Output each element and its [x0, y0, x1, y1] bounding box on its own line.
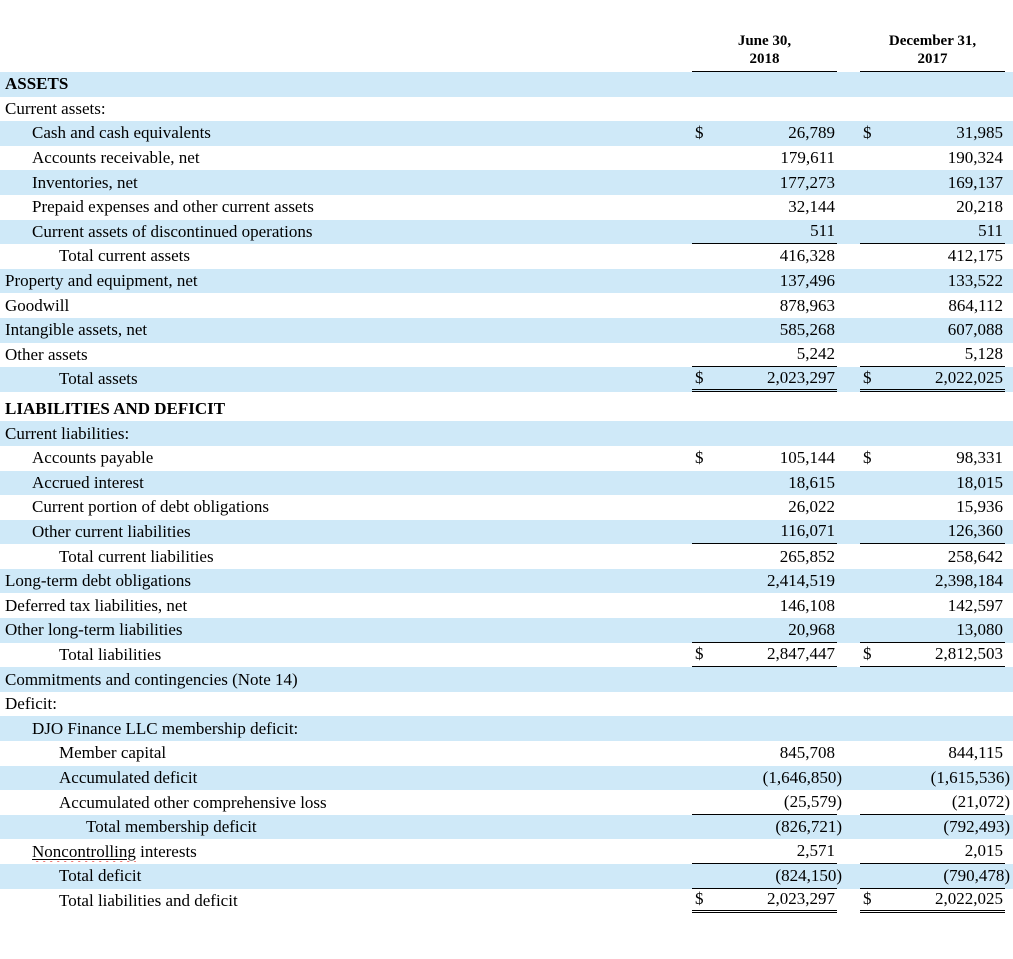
- table-row: [0, 815, 1013, 840]
- table-row: [0, 618, 1013, 643]
- value-cell-2017: [860, 269, 1005, 294]
- value-cell-2018: [692, 293, 837, 318]
- cell-value: (824,150): [775, 865, 842, 885]
- table-column-headers: [0, 32, 1013, 72]
- cell-value: 116,071: [780, 521, 835, 541]
- table-row: [0, 170, 1013, 195]
- value-cell-2018: [692, 343, 837, 368]
- cell-value: 2,398,184: [935, 571, 1003, 591]
- cell-value: 20,968: [788, 619, 835, 639]
- table-row: [0, 446, 1013, 471]
- value-cell-2018: [692, 421, 837, 446]
- row-label: Accounts payable: [32, 448, 154, 468]
- table-row: [0, 367, 1013, 392]
- row-label: Prepaid expenses and other current assets: [32, 197, 314, 217]
- value-cell-2018: [692, 121, 837, 146]
- table-row: [0, 471, 1013, 496]
- value-cell-2018: [692, 195, 837, 220]
- row-label: Inventories, net: [32, 172, 138, 192]
- table-row: [0, 293, 1013, 318]
- column-header-2018: [692, 32, 837, 72]
- table-row: [0, 889, 1013, 914]
- row-label: DJO Finance LLC membership deficit:: [32, 718, 299, 738]
- value-cell-2018: [692, 618, 837, 643]
- cell-value: 15,936: [956, 497, 1003, 517]
- cell-value: 412,175: [947, 246, 1003, 266]
- value-cell-2017: [860, 121, 1005, 146]
- cell-value: 2,023,297: [767, 889, 835, 909]
- value-cell-2017: [860, 864, 1010, 889]
- row-label: Accounts receivable, net: [32, 148, 200, 168]
- value-cell-2018: [692, 495, 837, 520]
- cell-value: (792,493): [943, 817, 1010, 837]
- row-label: Current assets of discontinued operations: [32, 221, 313, 241]
- table-row: [0, 520, 1013, 545]
- column-header-2018-line1: June 30,: [737, 33, 792, 49]
- cell-value: 26,022: [788, 497, 835, 517]
- cell-value: 146,108: [779, 595, 835, 615]
- table-row: [0, 343, 1013, 368]
- value-cell-2018: [692, 839, 837, 864]
- value-cell-2018: [692, 446, 837, 471]
- row-label: Other assets: [5, 344, 88, 364]
- value-cell-2017: [860, 170, 1005, 195]
- table-row: [0, 121, 1013, 146]
- table-row: [0, 692, 1013, 717]
- cell-value: 169,137: [947, 172, 1003, 192]
- value-cell-2017: [860, 318, 1005, 343]
- row-label: Current portion of debt obligations: [32, 497, 270, 517]
- dollar-sign: $: [863, 367, 872, 387]
- misspelled-word: Noncontrolling: [32, 841, 136, 861]
- cell-value: 2,414,519: [767, 571, 835, 591]
- value-cell-2018: [692, 766, 842, 791]
- row-label: Current liabilities:: [5, 423, 130, 443]
- cell-value: 2,812,503: [935, 644, 1003, 664]
- row-label: Cash and cash equivalents: [32, 123, 211, 143]
- cell-value: 844,115: [948, 743, 1003, 763]
- cell-value: 18,615: [788, 472, 835, 492]
- row-label: Accrued interest: [32, 472, 144, 492]
- value-cell-2018: [692, 544, 837, 569]
- table-row: [0, 790, 1013, 815]
- table-row: [0, 864, 1013, 889]
- value-cell-2018: [692, 318, 837, 343]
- value-cell-2017: [860, 520, 1005, 545]
- table-row: [0, 593, 1013, 618]
- cell-value: 511: [810, 221, 835, 241]
- value-cell-2017: [860, 471, 1005, 496]
- dollar-sign: $: [695, 448, 704, 468]
- cell-value: 18,015: [956, 472, 1003, 492]
- table-row: [0, 146, 1013, 171]
- value-cell-2017: [860, 367, 1005, 392]
- value-cell-2017: [860, 244, 1005, 269]
- cell-value: 126,360: [947, 521, 1003, 541]
- value-cell-2017: [860, 839, 1005, 864]
- value-cell-2018: [692, 367, 837, 392]
- cell-value: 26,789: [788, 123, 835, 143]
- value-cell-2017: [860, 618, 1005, 643]
- table-row: [0, 839, 1013, 864]
- value-cell-2017: [860, 495, 1005, 520]
- row-label: Goodwill: [5, 295, 70, 315]
- row-label: Deferred tax liabilities, net: [5, 595, 188, 615]
- value-cell-2017: [860, 716, 1005, 741]
- row-label: Total current liabilities: [59, 546, 214, 566]
- value-cell-2018: [692, 72, 837, 97]
- balance-sheet-table: [0, 72, 1013, 913]
- cell-value: 585,268: [779, 320, 835, 340]
- table-row: [0, 495, 1013, 520]
- row-label: Current assets:: [5, 98, 106, 118]
- value-cell-2017: [860, 692, 1005, 717]
- spellcheck-underline: [32, 842, 136, 861]
- cell-value: 878,963: [779, 295, 835, 315]
- column-header-2017-line2: 2017: [917, 51, 948, 67]
- cell-value: 20,218: [956, 197, 1003, 217]
- value-cell-2018: [692, 864, 842, 889]
- value-cell-2018: [692, 889, 837, 914]
- value-cell-2018: [692, 790, 842, 815]
- table-row: [0, 269, 1013, 294]
- cell-value: 105,144: [779, 448, 835, 468]
- value-cell-2017: [860, 97, 1005, 122]
- cell-value: (1,615,536): [930, 767, 1010, 787]
- dollar-sign: $: [695, 123, 704, 143]
- table-row: [0, 97, 1013, 122]
- value-cell-2018: [692, 667, 837, 692]
- table-row: [0, 716, 1013, 741]
- table-row: [0, 244, 1013, 269]
- table-row: [0, 741, 1013, 766]
- value-cell-2018: [692, 593, 837, 618]
- value-cell-2017: [860, 544, 1005, 569]
- value-cell-2018: [692, 146, 837, 171]
- value-cell-2017: [860, 815, 1010, 840]
- value-cell-2017: [860, 667, 1005, 692]
- value-cell-2018: [692, 397, 837, 422]
- cell-value: 845,708: [779, 743, 835, 763]
- dollar-sign: $: [695, 367, 704, 387]
- cell-value: 864,112: [948, 295, 1003, 315]
- cell-value: (1,646,850): [762, 767, 842, 787]
- row-label: Other current liabilities: [32, 521, 191, 541]
- row-label: Total liabilities and deficit: [59, 890, 238, 910]
- column-header-2017-line1: December 31,: [888, 33, 977, 49]
- cell-value: (790,478): [943, 865, 1010, 885]
- value-cell-2018: [692, 471, 837, 496]
- row-label: Deficit:: [5, 694, 57, 714]
- value-cell-2018: [692, 692, 837, 717]
- cell-value: 416,328: [779, 246, 835, 266]
- row-label: Total assets: [59, 369, 138, 389]
- value-cell-2017: [860, 146, 1005, 171]
- row-label: Commitments and contingencies (Note 14): [5, 669, 298, 689]
- balance-sheet: [0, 32, 1013, 913]
- value-cell-2017: [860, 790, 1010, 815]
- dollar-sign: $: [863, 644, 872, 664]
- value-cell-2017: [860, 421, 1005, 446]
- row-label: Accumulated other comprehensive loss: [59, 792, 327, 812]
- cell-value: 5,242: [796, 344, 835, 364]
- row-label: LIABILITIES AND DEFICIT: [5, 399, 226, 419]
- row-label: ASSETS: [5, 74, 69, 94]
- cell-value: 258,642: [947, 546, 1003, 566]
- row-label: Accumulated deficit: [59, 767, 198, 787]
- value-cell-2017: [860, 72, 1005, 97]
- row-label: Other long-term liabilities: [5, 620, 183, 640]
- table-row: [0, 72, 1013, 97]
- value-cell-2018: [692, 269, 837, 294]
- dollar-sign: $: [695, 644, 704, 664]
- row-label: Noncontrolling interests: [32, 841, 197, 861]
- dollar-sign: $: [695, 889, 704, 909]
- value-cell-2017: [860, 889, 1005, 914]
- value-cell-2018: [692, 569, 837, 594]
- table-row: [0, 318, 1013, 343]
- value-cell-2018: [692, 716, 837, 741]
- value-cell-2017: [860, 397, 1005, 422]
- cell-value: 2,015: [964, 841, 1003, 861]
- dollar-sign: $: [863, 889, 872, 909]
- cell-value: 133,522: [947, 271, 1003, 291]
- cell-value: 2,023,297: [767, 367, 835, 387]
- value-cell-2018: [692, 815, 842, 840]
- cell-value: (21,072): [951, 792, 1010, 812]
- value-cell-2017: [860, 343, 1005, 368]
- dollar-sign: $: [863, 123, 872, 143]
- table-row: [0, 544, 1013, 569]
- dollar-sign: $: [863, 448, 872, 468]
- table-row: [0, 766, 1013, 791]
- value-cell-2017: [860, 643, 1005, 668]
- cell-value: 179,611: [780, 148, 835, 168]
- row-label: Total liabilities: [59, 644, 162, 664]
- cell-value: 2,022,025: [935, 889, 1003, 909]
- cell-value: 13,080: [956, 619, 1003, 639]
- row-label: Intangible assets, net: [5, 320, 148, 340]
- column-header-2017: [860, 32, 1005, 72]
- table-row: [0, 397, 1013, 422]
- row-label: Total membership deficit: [86, 817, 257, 837]
- cell-value: 607,088: [947, 320, 1003, 340]
- row-label: Property and equipment, net: [5, 271, 198, 291]
- cell-value: 2,571: [796, 841, 835, 861]
- value-cell-2018: [692, 520, 837, 545]
- cell-value: 511: [978, 221, 1003, 241]
- row-label: Total current assets: [59, 246, 190, 266]
- cell-value: (826,721): [775, 817, 842, 837]
- table-row: [0, 421, 1013, 446]
- value-cell-2017: [860, 293, 1005, 318]
- cell-value: 32,144: [788, 197, 835, 217]
- row-label: Member capital: [59, 743, 167, 763]
- cell-value: 190,324: [947, 148, 1003, 168]
- value-cell-2017: [860, 220, 1005, 245]
- column-header-2018-line2: 2018: [749, 51, 780, 67]
- cell-value: 2,022,025: [935, 367, 1003, 387]
- value-cell-2018: [692, 97, 837, 122]
- cell-value: 265,852: [779, 546, 835, 566]
- value-cell-2018: [692, 244, 837, 269]
- cell-value: 177,273: [779, 172, 835, 192]
- value-cell-2017: [860, 195, 1005, 220]
- cell-value: 137,496: [779, 271, 835, 291]
- value-cell-2017: [860, 593, 1005, 618]
- row-label: Total deficit: [59, 866, 142, 886]
- value-cell-2017: [860, 766, 1010, 791]
- cell-value: 2,847,447: [767, 644, 835, 664]
- cell-value: 31,985: [956, 123, 1003, 143]
- value-cell-2018: [692, 643, 837, 668]
- value-cell-2018: [692, 220, 837, 245]
- value-cell-2017: [860, 569, 1005, 594]
- value-cell-2018: [692, 741, 837, 766]
- table-row: [0, 569, 1013, 594]
- table-row: [0, 220, 1013, 245]
- value-cell-2018: [692, 170, 837, 195]
- cell-value: (25,579): [783, 792, 842, 812]
- cell-value: 98,331: [956, 448, 1003, 468]
- value-cell-2017: [860, 446, 1005, 471]
- cell-value: 5,128: [964, 344, 1003, 364]
- row-label: Long-term debt obligations: [5, 571, 192, 591]
- table-row: [0, 667, 1013, 692]
- cell-value: 142,597: [947, 595, 1003, 615]
- table-row: [0, 195, 1013, 220]
- table-row: [0, 643, 1013, 668]
- value-cell-2017: [860, 741, 1005, 766]
